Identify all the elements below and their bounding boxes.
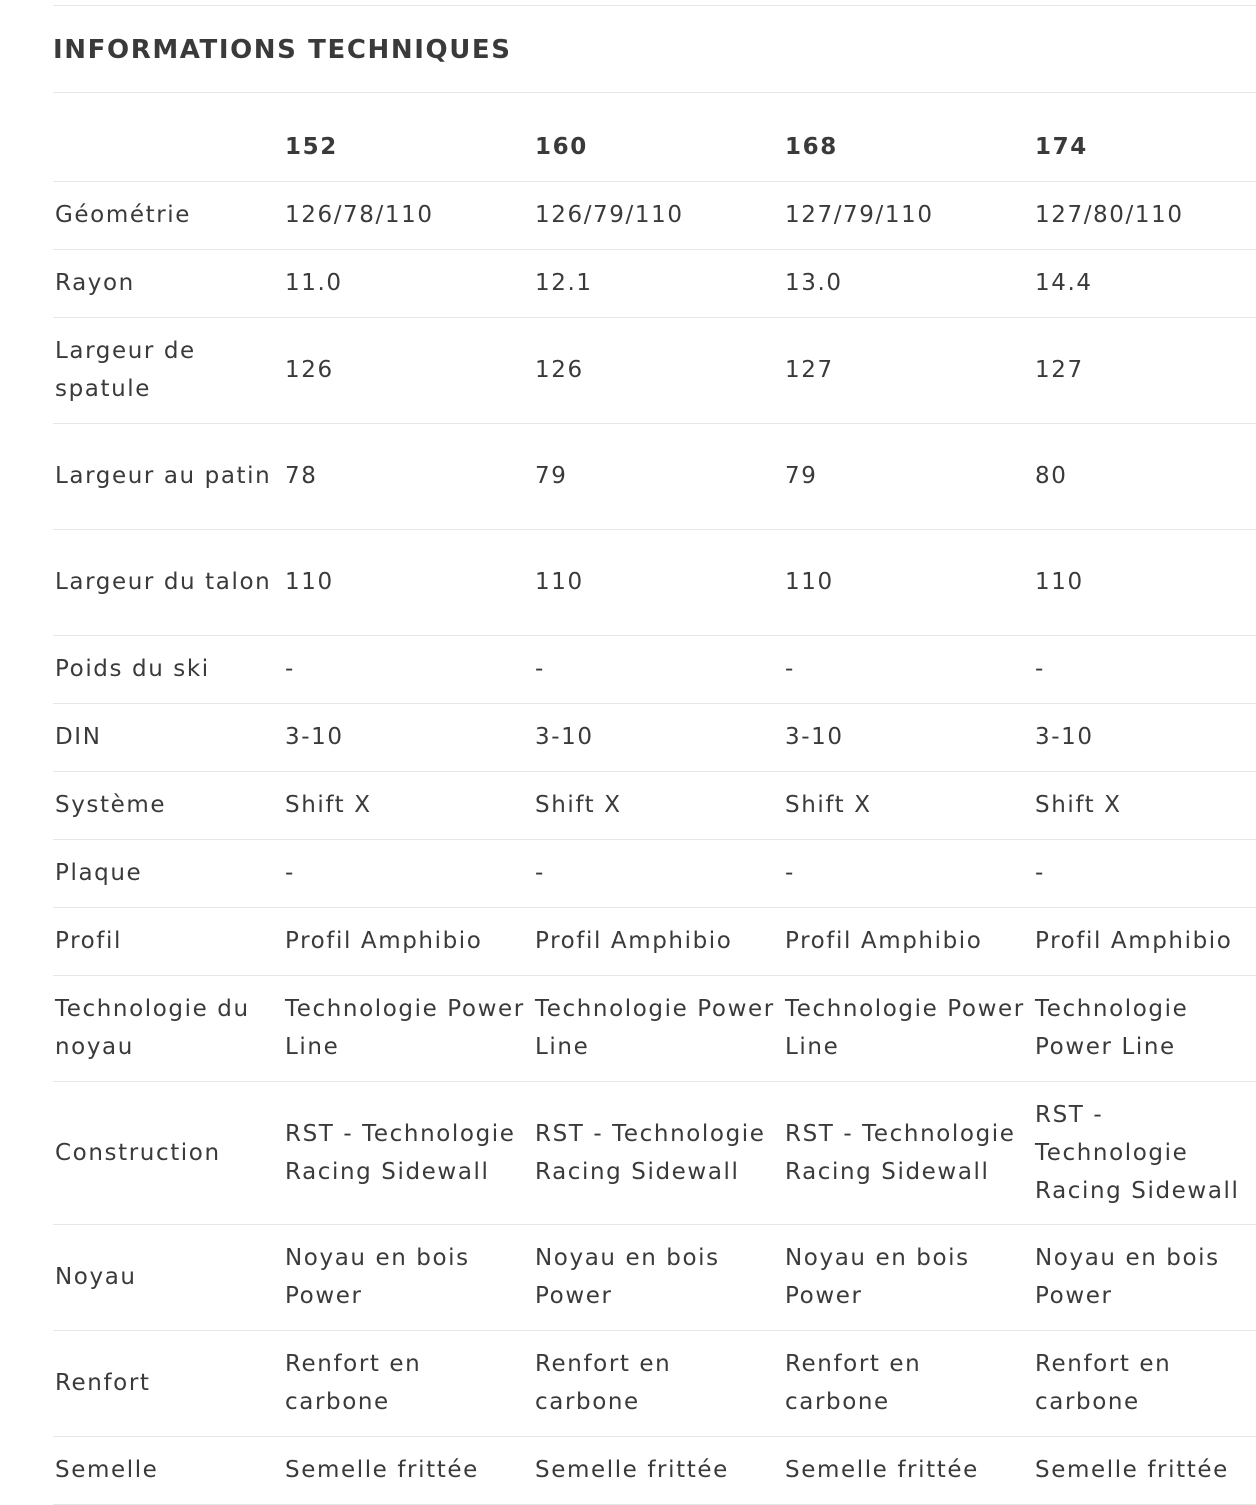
spec-row-technologie-noyau [53, 975, 1256, 1081]
spec-value: 79 [533, 423, 783, 529]
spec-value: Semelle frittée [533, 1436, 783, 1504]
spec-label: Profil [53, 907, 283, 975]
spec-value: 3-10 [533, 703, 783, 771]
spec-value: 14.4 [1033, 249, 1256, 317]
spec-value: Noyau en bois Power [533, 1224, 783, 1330]
spec-value: - [283, 839, 533, 907]
spec-value: Shift X [283, 771, 533, 839]
spec-row-renfort [53, 1330, 1256, 1436]
spec-value: 3-10 [1033, 703, 1256, 771]
spec-value: Renfort en carbone [533, 1330, 783, 1436]
spec-value: 3-10 [283, 703, 533, 771]
spec-value: 127 [783, 317, 1033, 423]
title-divider [53, 92, 1256, 93]
spec-value: 127/80/110 [1033, 181, 1256, 249]
spec-value: 126/79/110 [533, 181, 783, 249]
spec-row-systeme [53, 771, 1256, 839]
spec-value: - [283, 635, 533, 703]
spec-value: Shift X [533, 771, 783, 839]
spec-row-din [53, 703, 1256, 771]
header-empty-cell [53, 113, 283, 181]
spec-value: 78 [283, 423, 533, 529]
spec-value: - [1033, 635, 1256, 703]
spec-value: 126 [283, 317, 533, 423]
spec-value: 110 [533, 529, 783, 635]
spec-label: Noyau [53, 1224, 283, 1330]
spec-row-geometrie [53, 181, 1256, 249]
size-header-174: 174 [1033, 113, 1256, 181]
spec-value: - [783, 839, 1033, 907]
spec-value: - [1033, 839, 1256, 907]
spec-value: Semelle frittée [1033, 1436, 1256, 1504]
section-title: INFORMATIONS TECHNIQUES [53, 35, 512, 65]
spec-value: 3-10 [783, 703, 1033, 771]
spec-value: RST - Technologie Racing Sidewall [783, 1081, 1033, 1224]
spec-label: Technologie du noyau [53, 975, 283, 1081]
spec-value: 126/78/110 [283, 181, 533, 249]
spec-label: Géométrie [53, 181, 283, 249]
spec-value: 126 [533, 317, 783, 423]
spec-value: Renfort en carbone [1033, 1330, 1256, 1436]
spec-row-noyau [53, 1224, 1256, 1330]
spec-label: Plaque [53, 839, 283, 907]
spec-value: Shift X [1033, 771, 1256, 839]
spec-row-plaque [53, 839, 1256, 907]
spec-value: Shift X [783, 771, 1033, 839]
spec-row-largeur-patin [53, 423, 1256, 529]
spec-value: 110 [1033, 529, 1256, 635]
spec-label: Largeur de spatule [53, 317, 283, 423]
spec-value: Noyau en bois Power [283, 1224, 533, 1330]
spec-value: Profil Amphibio [283, 907, 533, 975]
spec-row-construction [53, 1081, 1256, 1224]
spec-value: Noyau en bois Power [783, 1224, 1033, 1330]
spec-value: Profil Amphibio [533, 907, 783, 975]
spec-label: Construction [53, 1081, 283, 1224]
spec-row-poids [53, 635, 1256, 703]
spec-value: Technologie Power Line [783, 975, 1033, 1081]
spec-label: Largeur du talon [53, 529, 283, 635]
spec-value: Noyau en bois Power [1033, 1224, 1256, 1330]
spec-label: DIN [53, 703, 283, 771]
spec-label: Système [53, 771, 283, 839]
spec-value: 12.1 [533, 249, 783, 317]
spec-row-largeur-talon [53, 529, 1256, 635]
spec-value: RST - Technologie Racing Sidewall [1033, 1081, 1256, 1224]
spec-value: Renfort en carbone [283, 1330, 533, 1436]
spec-row-profil [53, 907, 1256, 975]
spec-value: Semelle frittée [783, 1436, 1033, 1504]
spec-value: 79 [783, 423, 1033, 529]
spec-value: RST - Technologie Racing Sidewall [533, 1081, 783, 1224]
spec-value: 110 [783, 529, 1033, 635]
spec-value: 11.0 [283, 249, 533, 317]
size-header-168: 168 [783, 113, 1033, 181]
spec-value: 127 [1033, 317, 1256, 423]
spec-value: - [783, 635, 1033, 703]
spec-value: Renfort en carbone [783, 1330, 1033, 1436]
spec-value: RST - Technologie Racing Sidewall [283, 1081, 533, 1224]
spec-value: Technologie Power Line [1033, 975, 1256, 1081]
spec-value: Technologie Power Line [283, 975, 533, 1081]
spec-row-rayon [53, 249, 1256, 317]
spec-value: Profil Amphibio [783, 907, 1033, 975]
spec-label: Semelle [53, 1436, 283, 1504]
spec-value: 80 [1033, 423, 1256, 529]
size-header-152: 152 [283, 113, 533, 181]
spec-value: 13.0 [783, 249, 1033, 317]
spec-row-semelle [53, 1436, 1256, 1504]
size-header-160: 160 [533, 113, 783, 181]
spec-value: 110 [283, 529, 533, 635]
size-header-row [53, 113, 1256, 181]
spec-value: Semelle frittée [283, 1436, 533, 1504]
spec-value: Profil Amphibio [1033, 907, 1256, 975]
spec-value: 127/79/110 [783, 181, 1033, 249]
spec-value: Technologie Power Line [533, 975, 783, 1081]
spec-row-largeur-spatule [53, 317, 1256, 423]
spec-label: Renfort [53, 1330, 283, 1436]
tech-specs-table [53, 113, 1256, 1505]
spec-label: Rayon [53, 249, 283, 317]
spec-label: Poids du ski [53, 635, 283, 703]
spec-value: - [533, 635, 783, 703]
top-divider [53, 5, 1256, 6]
spec-label: Largeur au patin [53, 423, 283, 529]
spec-value: - [533, 839, 783, 907]
